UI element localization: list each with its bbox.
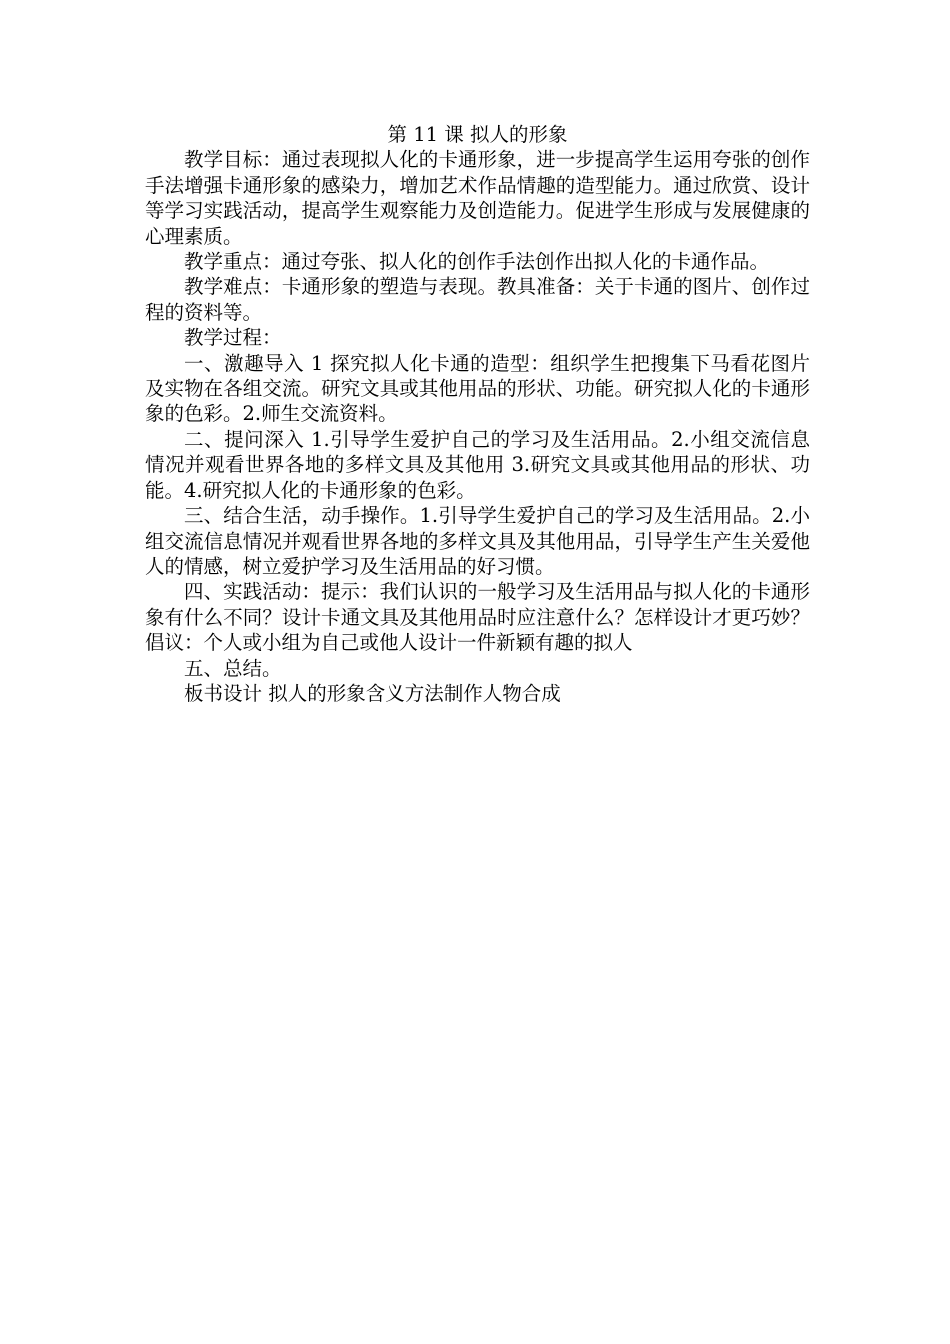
paragraph-step-5: 五、总结。 xyxy=(184,656,282,680)
paragraph-objectives: 教学目标：通过表现拟人化的卡通形象，进一步提高学生运用夸张的创作手法增强卡通形象的感染力，增加艺术作品情趣的造型能力。通过欣赏、设计等学习实践活动，提高学生观察能力及创造能力。促进学生形成与发展健康的心理素质。 xyxy=(145,148,810,248)
paragraph-step-4: 四、实践活动：提示：我们认识的一般学习及生活用品与拟人化的卡通形象有什么不同？设计卡通文具及其他用品时应注意什么？怎样设计才更巧妙？倡议：个人或小组为自己或他人设计一件新颖有趣的拟人 xyxy=(145,580,810,655)
paragraph-step-2: 二、提问深入 1.引导学生爱护自己的学习及生活用品。2.小组交流信息情况并观看世界各地的多样文具及其他用 3.研究文具或其他用品的形状、功能。4.研究拟人化的卡通形象的色彩。 xyxy=(145,427,810,502)
paragraph-board-design: 板书设计 拟人的形象含义方法制作人物合成 xyxy=(184,681,561,705)
paragraph-key-points: 教学重点：通过夸张、拟人化的创作手法创作出拟人化的卡通作品。 xyxy=(184,250,770,274)
document-title: 第 11 课 拟人的形象 xyxy=(387,123,568,146)
document-body xyxy=(145,122,810,706)
paragraph-step-1: 一、激趣导入 1 探究拟人化卡通的造型：组织学生把搜集下马看花图片及实物在各组交流。研究文具或其他用品的形状、功能。研究拟人化的卡通形象的色彩。2.师生交流资料。 xyxy=(145,351,810,426)
paragraph-process-heading: 教学过程： xyxy=(184,326,282,350)
paragraph-difficulties: 教学难点：卡通形象的塑造与表现。教具准备：关于卡通的图片、创作过程的资料等。 xyxy=(145,275,810,324)
paragraph-step-3: 三、结合生活，动手操作。1.引导学生爱护自己的学习及生活用品。2.小组交流信息情况并观看世界各地的多样文具及其他用品，引导学生产生关爱他人的情感，树立爱护学习及生活用品的好习惯。 xyxy=(145,504,810,578)
